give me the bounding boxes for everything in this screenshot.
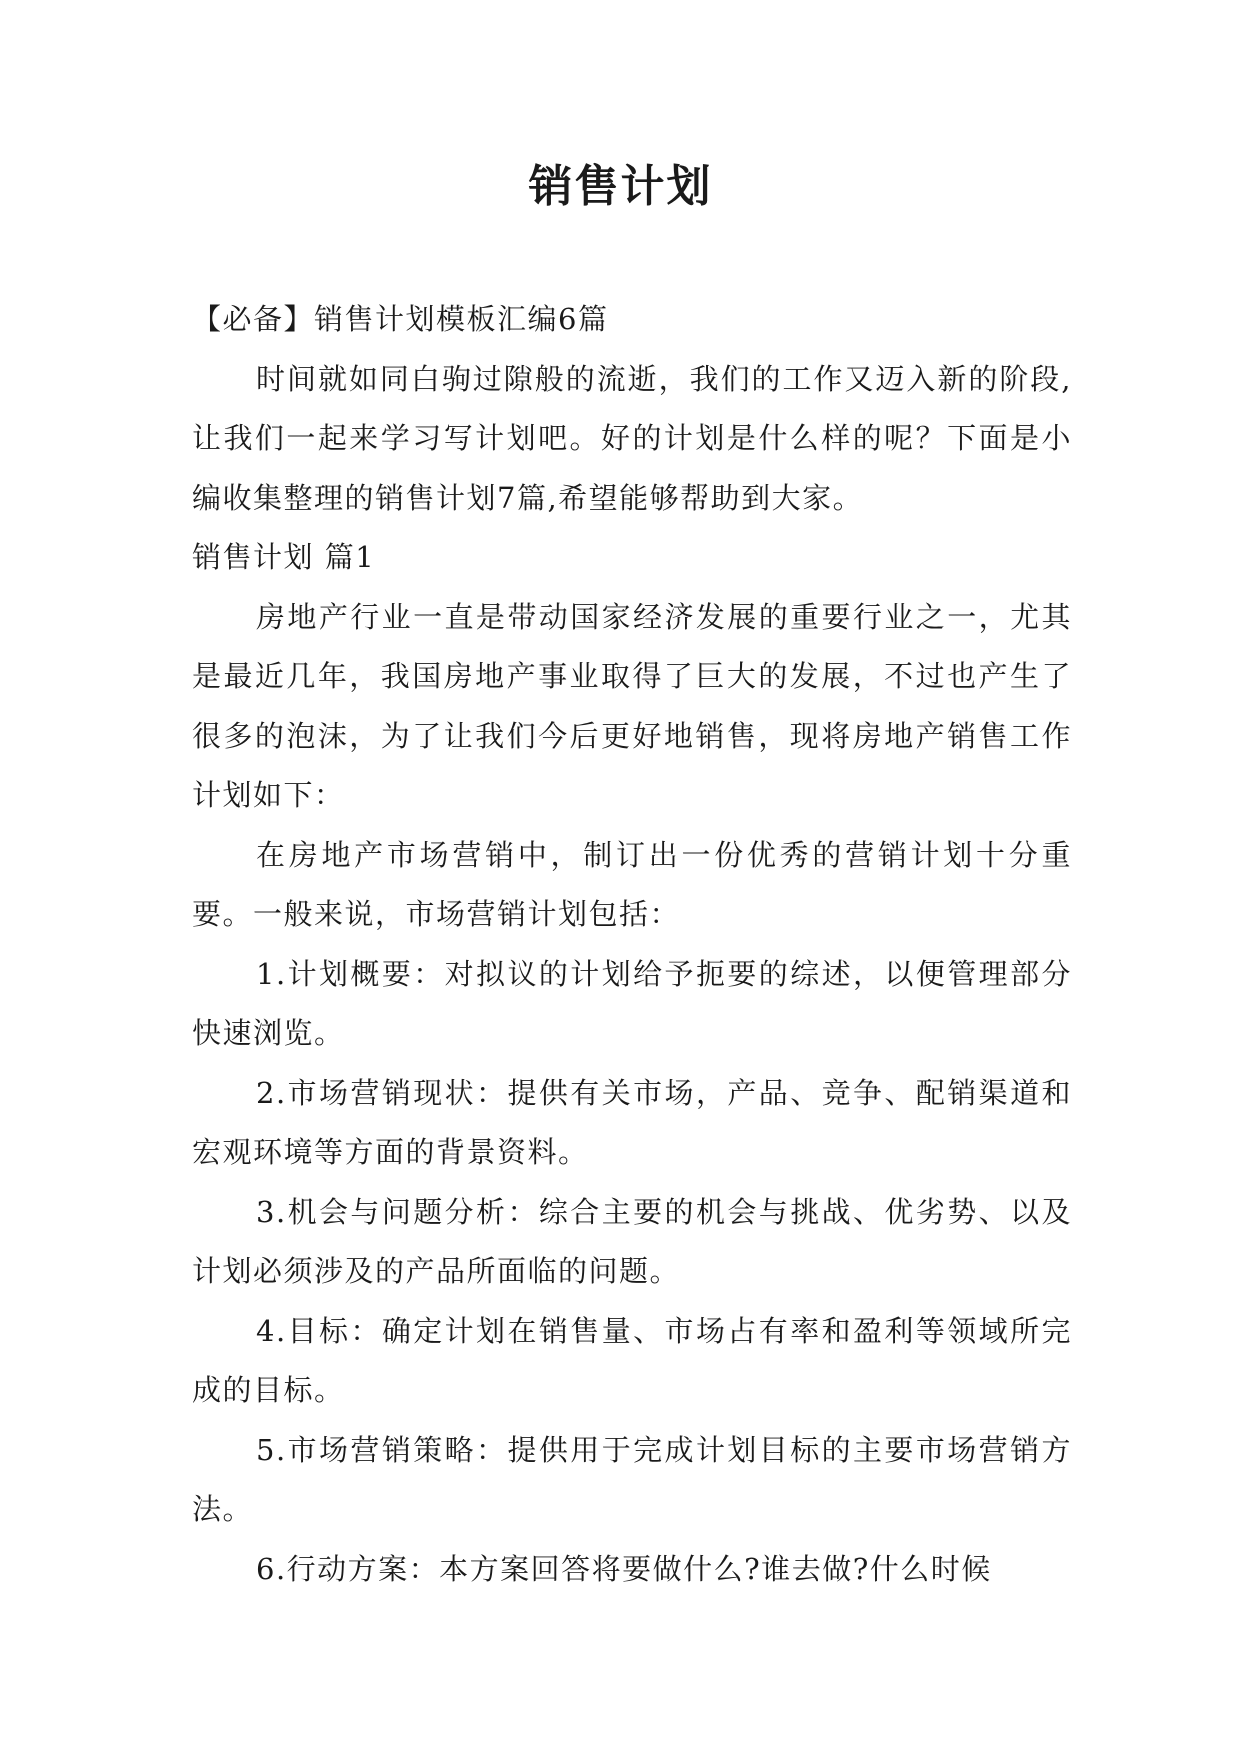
- list-item: 2.市场营销现状：提供有关市场，产品、竞争、配销渠道和宏观环境等方面的背景资料。: [192, 1075, 1072, 1169]
- body-paragraph: 在房地产市场营销中，制订出一份优秀的营销计划十分重要。一般来说，市场营销计划包括：: [192, 837, 1072, 931]
- section-heading: 销售计划 篇1: [192, 540, 376, 574]
- subtitle-line: 【必备】销售计划模板汇编6篇: [192, 302, 609, 336]
- list-item: 5.市场营销策略：提供用于完成计划目标的主要市场营销方法。: [192, 1432, 1072, 1526]
- body-paragraph: 房地产行业一直是带动国家经济发展的重要行业之一，尤其是最近几年，我国房地产事业取得了巨大的发展，不过也产生了很多的泡沫，为了让我们今后更好地销售，现将房地产销售工作计划如下：: [192, 599, 1072, 812]
- intro-paragraph: 时间就如同白驹过隙般的流逝，我们的工作又迈入新的阶段,让我们一起来学习写计划吧。好的计划是什么样的呢？下面是小编收集整理的销售计划7篇,希望能够帮助到大家。: [192, 361, 1072, 515]
- document-body: [192, 290, 1072, 1599]
- list-item: 6.行动方案：本方案回答将要做什么?谁去做?什么时候: [256, 1551, 992, 1586]
- list-item: 4.目标：确定计划在销售量、市场占有率和盈利等领域所完成的目标。: [192, 1313, 1072, 1407]
- document-title: 销售计划: [528, 161, 713, 212]
- list-item: 1.计划概要：对拟议的计划给予扼要的综述，以便管理部分快速浏览。: [192, 956, 1072, 1050]
- list-item: 3.机会与问题分析：综合主要的机会与挑战、优劣势、以及计划必须涉及的产品所面临的问题。: [192, 1194, 1072, 1288]
